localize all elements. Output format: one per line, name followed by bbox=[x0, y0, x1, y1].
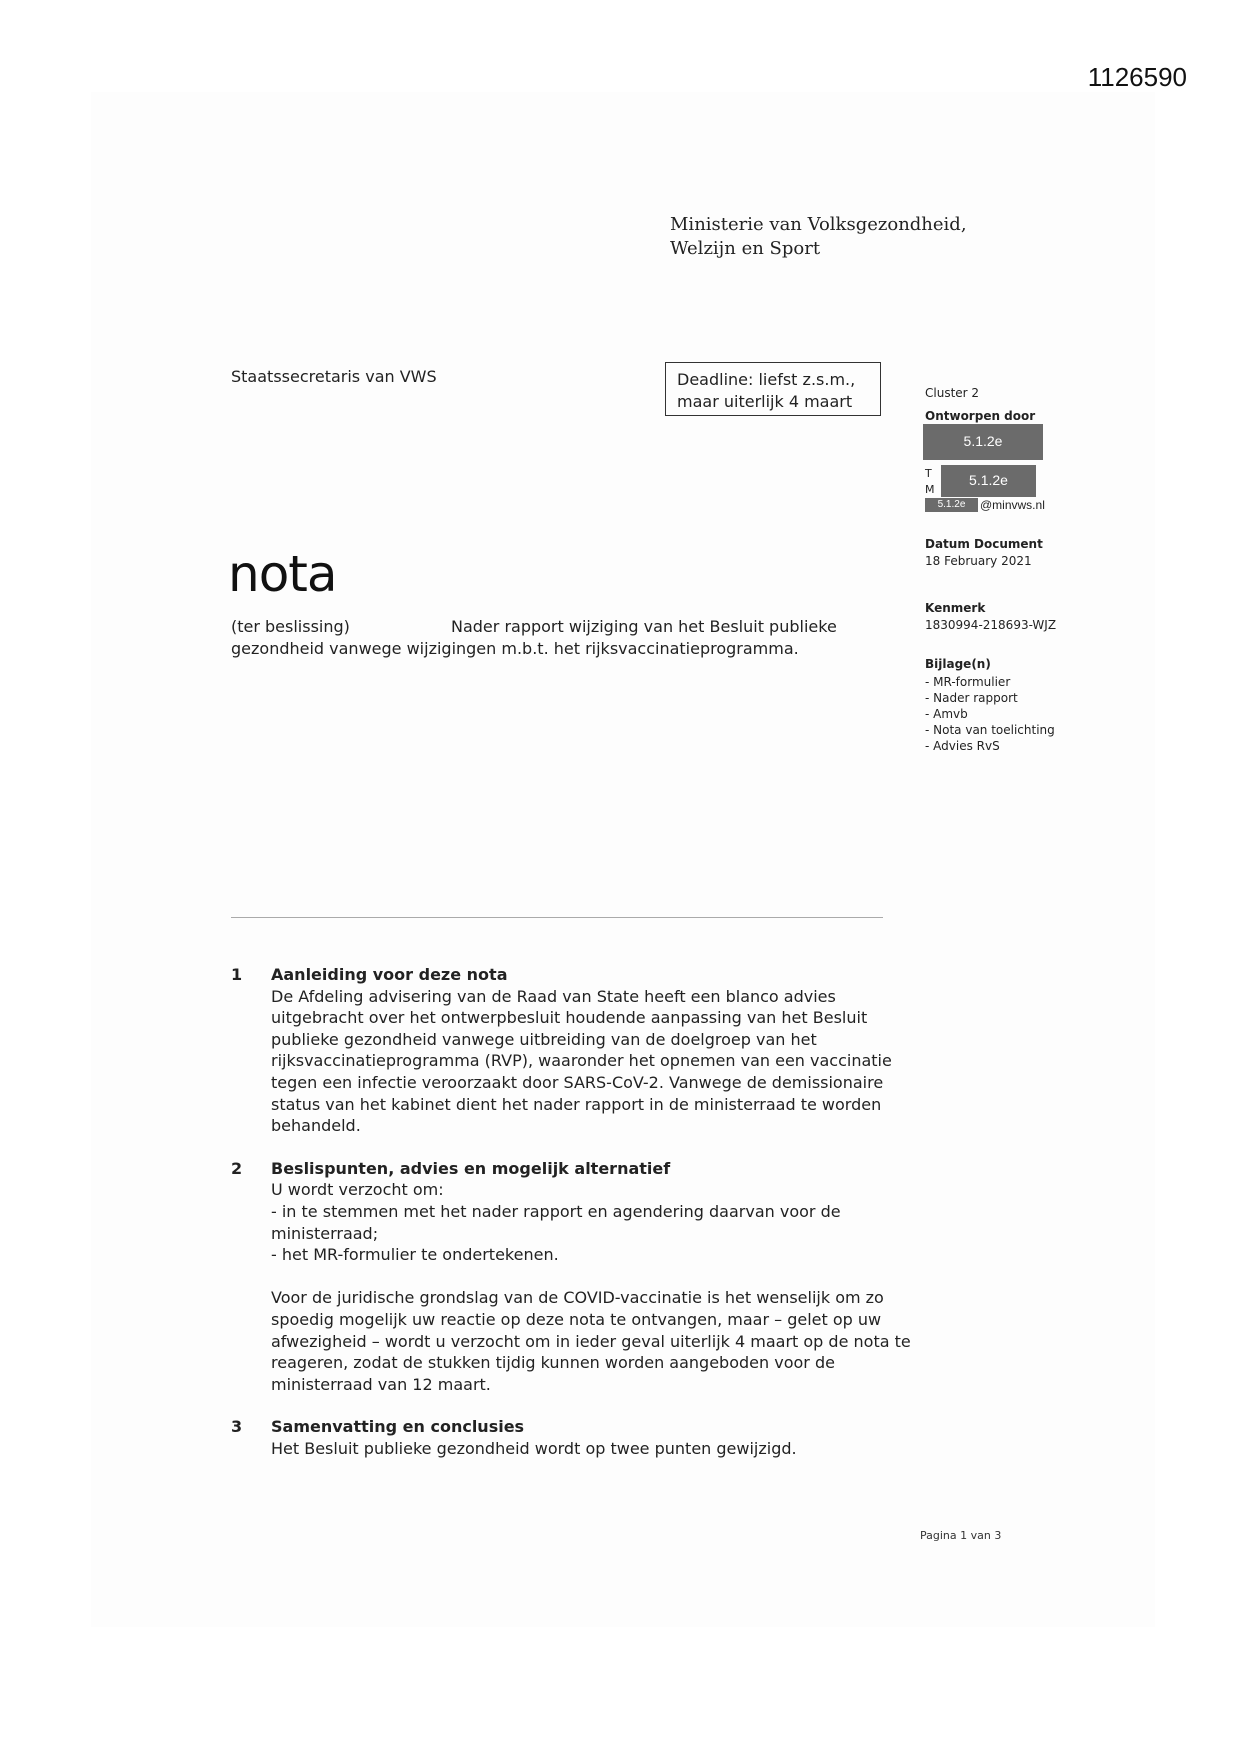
date-value: 18 February 2021 bbox=[925, 554, 1032, 568]
reference-label: Kenmerk bbox=[925, 601, 986, 615]
phone-label: T bbox=[925, 467, 932, 480]
subject-text-line-2: gezondheid vanwege wijzigingen m.b.t. het rijksvaccinatieprogramma. bbox=[231, 639, 799, 658]
subject-text-line-1: Nader rapport wijziging van het Besluit publieke bbox=[451, 617, 837, 636]
attachment-item: - Nader rapport bbox=[925, 691, 1018, 705]
section-number: 1 bbox=[231, 965, 243, 984]
redaction-block-email: 5.1.2e bbox=[925, 498, 978, 512]
section-1 bbox=[231, 964, 911, 1137]
email-domain: @minvws.nl bbox=[980, 498, 1045, 512]
date-label: Datum Document bbox=[925, 537, 1043, 551]
cluster: Cluster 2 bbox=[925, 386, 980, 400]
section-heading: Beslispunten, advies en mogelijk alternatief bbox=[271, 1158, 671, 1178]
ministry-line-2: Welzijn en Sport bbox=[670, 238, 821, 259]
section-heading: Aanleiding voor deze nota bbox=[271, 965, 508, 984]
mail-label: M bbox=[925, 483, 935, 496]
section-heading: Samenvatting en conclusies bbox=[271, 1417, 525, 1437]
body-sections bbox=[231, 964, 911, 1480]
attachment-item: - Advies RvS bbox=[925, 739, 1000, 753]
divider bbox=[231, 917, 883, 918]
designed-by-label: Ontworpen door bbox=[925, 409, 1036, 423]
addressee: Staatssecretaris van VWS bbox=[231, 367, 437, 386]
attachments-list bbox=[925, 674, 1055, 754]
deadline-line-2: maar uiterlijk 4 maart bbox=[677, 392, 853, 411]
decision-point-1: - in te stemmen met het nader rapport en agendering daarvan voor de ministerraad; bbox=[271, 1201, 841, 1243]
section-intro: U wordt verzocht om: bbox=[271, 1180, 444, 1200]
section-paragraph: Het Besluit publieke gezondheid wordt op twee punten gewijzigd. bbox=[271, 1438, 797, 1458]
section-paragraph: De Afdeling advisering van de Raad van State heeft een blanco advies uitgebracht over het ontwerpbesluit houdende aanpassing van het Besluit publieke gezondheid vanwege uitbreiding van de doelgroep van het rijksvaccinatieprogramma (RVP), waaronder het opnemen van een vaccinatie tegen een infectie veroorzaakt door SARS-CoV-2. Vanwege de demissionaire status van het kabinet dient het nader rapport in de ministerraad te worden behandeld. bbox=[271, 986, 892, 1136]
subject-tag: (ter beslissing) bbox=[231, 617, 350, 636]
redaction-block-phone: 5.1.2e bbox=[941, 465, 1036, 497]
section-number: 3 bbox=[231, 1417, 243, 1437]
reference-value: 1830994-218693-WJZ bbox=[925, 618, 1057, 632]
deadline-line-1: Deadline: liefst z.s.m., bbox=[677, 370, 856, 389]
redaction-block-name: 5.1.2e bbox=[923, 424, 1043, 460]
attachments-label: Bijlage(n) bbox=[925, 657, 991, 671]
attachment-item: - Amvb bbox=[925, 707, 968, 721]
document-number: 1126590 bbox=[1087, 62, 1187, 92]
section-paragraph: Voor de juridische grondslag van de COVID-vaccinatie is het wenselijk om zo spoedig mogelijk uw reactie op deze nota te ontvangen, maar – gelet op uw afwezigheid – wordt u verzocht om in ieder geval uiterlijk 4 maart op de nota te reageren, zodat de stukken tijdig kunnen worden aangeboden voor de ministerraad van 12 maart. bbox=[271, 1288, 911, 1394]
page-number: Pagina 1 van 3 bbox=[920, 1529, 1002, 1542]
attachment-item: - Nota van toelichting bbox=[925, 723, 1055, 737]
section-2 bbox=[231, 1158, 911, 1396]
section-number: 2 bbox=[231, 1158, 243, 1178]
attachment-item: - MR-formulier bbox=[925, 675, 1011, 689]
decision-point-2: - het MR-formulier te ondertekenen. bbox=[271, 1245, 559, 1265]
section-3 bbox=[231, 1416, 911, 1459]
ministry-logo-text bbox=[670, 213, 967, 261]
subject bbox=[231, 616, 871, 660]
ministry-line-1: Ministerie van Volksgezondheid, bbox=[670, 214, 967, 235]
document-title: nota bbox=[228, 545, 337, 603]
deadline-box bbox=[665, 362, 881, 416]
